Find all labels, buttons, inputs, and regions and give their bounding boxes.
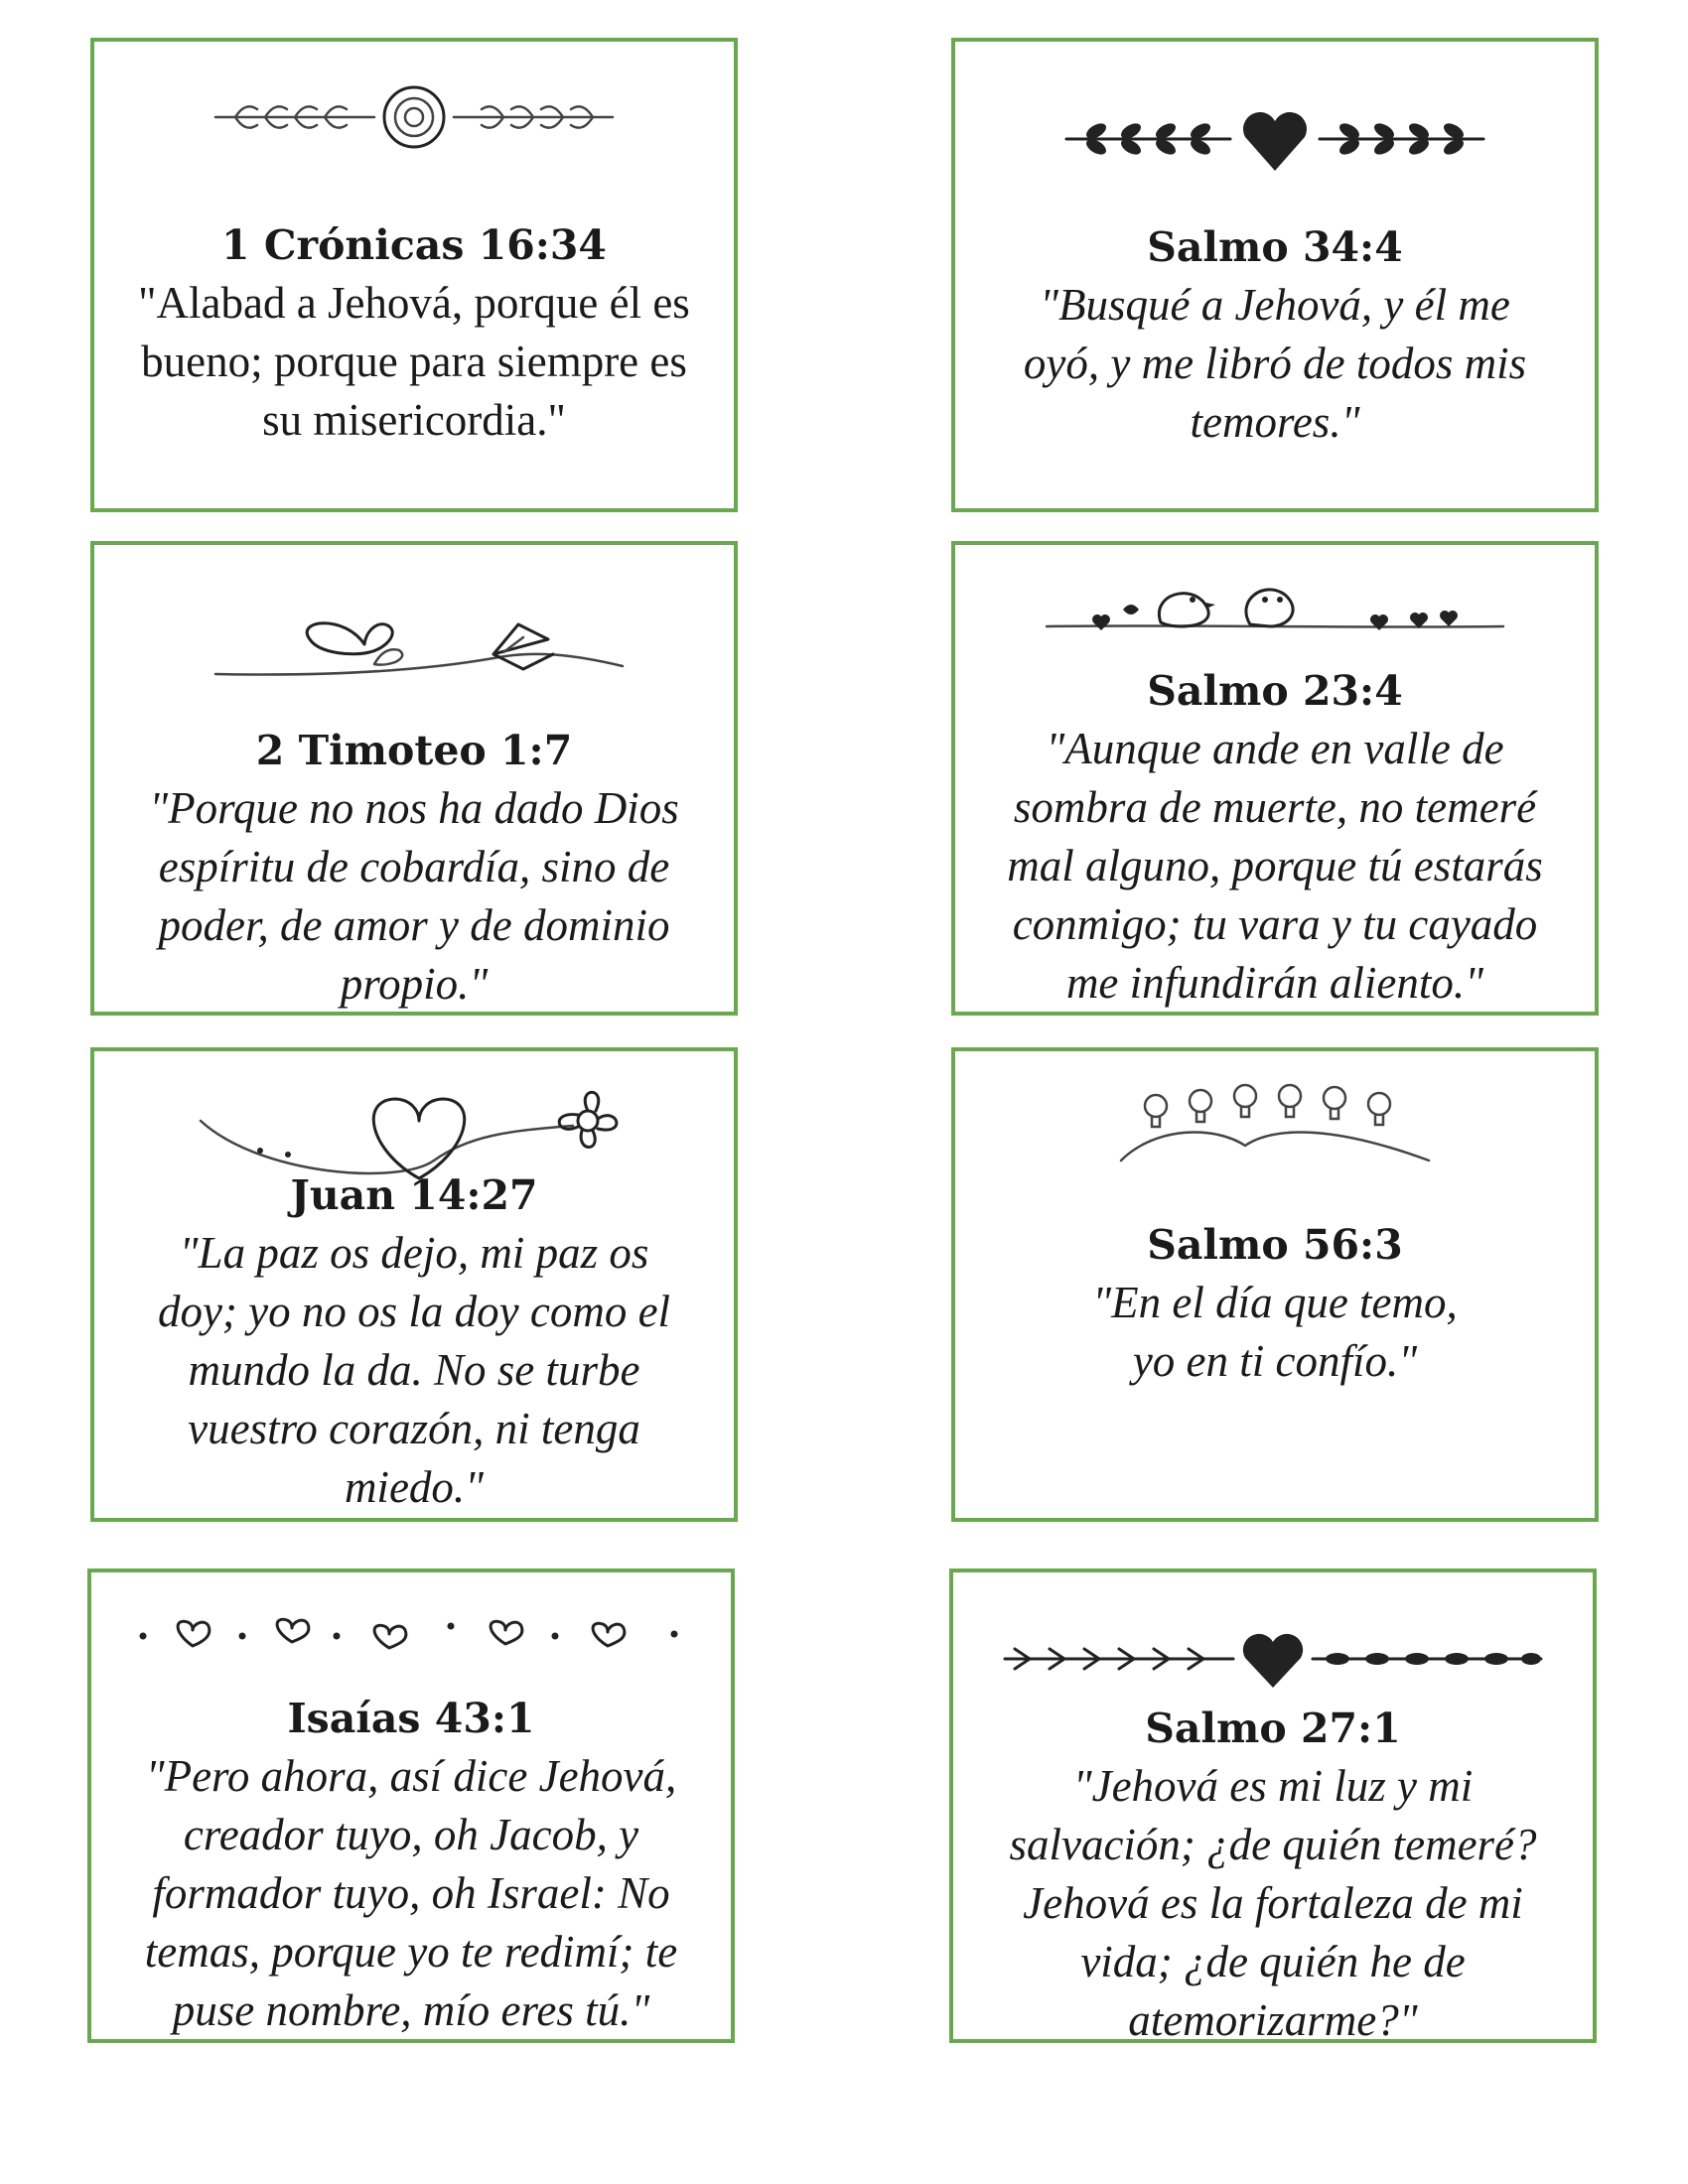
verse-text: "Porque no nos ha dado Dios espíritu de cobardía, sino de poder, de amor y de dominio propio." bbox=[149, 783, 679, 1009]
verse-text: "Busqué a Jehová, y él me oyó, y me libró de todos mis temores." bbox=[1023, 280, 1527, 447]
verse-text: "Alabad a Jehová, porque él es bueno; porque para siempre es su misericordia." bbox=[138, 278, 690, 445]
verse-card-3 bbox=[90, 541, 738, 1016]
heart-butterfly-icon bbox=[94, 595, 734, 684]
verse-reference: Salmo 34:4 bbox=[1147, 223, 1403, 271]
verse-reference: Salmo 27:1 bbox=[1145, 1705, 1401, 1752]
verse-card-5 bbox=[90, 1047, 738, 1522]
verse-reference: 1 Crónicas 16:34 bbox=[221, 221, 607, 269]
verse-reference: 2 Timoteo 1:7 bbox=[255, 727, 573, 774]
verse-card-1 bbox=[90, 38, 738, 512]
leaf-rose-icon bbox=[94, 77, 734, 157]
dotted-hearts-icon bbox=[91, 1608, 731, 1658]
verse-text: "Pero ahora, así dice Jehová, creador tuyo, oh Jacob, y formador tuyo, oh Israel: No temas, porque yo te redimí; te puse nombre, mío eres tú." bbox=[144, 1751, 678, 2035]
light-bulbs-icon bbox=[955, 1076, 1595, 1165]
verse-text: "Aunque ande en valle de sombra de muerte, no temeré mal alguno, porque tú estarás conmigo; tu vara y tu cayado me infundirán aliento." bbox=[1007, 724, 1543, 1008]
verse-card-4 bbox=[951, 541, 1599, 1016]
verse-card-8 bbox=[949, 1569, 1597, 2043]
heart-branches-icon bbox=[955, 99, 1595, 179]
verse-reference: Isaías 43:1 bbox=[287, 1695, 535, 1742]
verse-reference: Salmo 56:3 bbox=[1147, 1221, 1403, 1269]
verse-card-7 bbox=[87, 1569, 735, 2043]
verse-reference: Juan 14:27 bbox=[290, 1171, 538, 1219]
verse-reference: Salmo 23:4 bbox=[1147, 667, 1403, 715]
verse-text: "La paz os dejo, mi paz os doy; yo no os la doy como el mundo la da. No se turbe vuestro corazón, ni tenga miedo." bbox=[157, 1228, 671, 1512]
arrow-heart-icon bbox=[953, 1624, 1593, 1694]
verse-card-2 bbox=[951, 38, 1599, 512]
verse-text: "En el día que temo, yo en ti confío." bbox=[1092, 1278, 1458, 1386]
birds-on-wire-icon bbox=[955, 565, 1595, 644]
verse-text: "Jehová es mi luz y mi salvación; ¿de quién temeré? Jehová es la fortaleza de mi vida; ¿de quién he de atemorizarme?" bbox=[1009, 1761, 1537, 2045]
verse-card-6 bbox=[951, 1047, 1599, 1522]
